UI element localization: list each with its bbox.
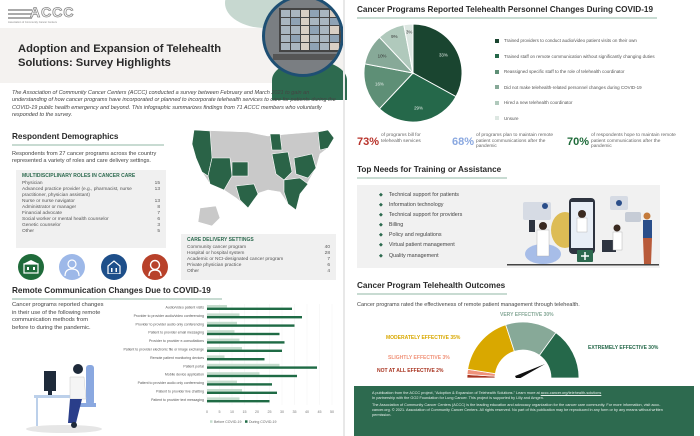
personnel-pie-chart: [362, 22, 464, 124]
need-label: Technical support for providers: [388, 212, 463, 219]
section-title: Remote Communication Changes Due to COVID-19: [12, 286, 211, 295]
diamond-bullet-icon: ◆: [379, 232, 383, 239]
logo-text: ACCC: [30, 4, 75, 20]
gauge-label-extremely: EXTREMELY EFFECTIVE 30%: [588, 345, 659, 351]
footer-copyright: The Association of Community Cancer Centers (ACCC) is the leading education and advocacy organization for the cancer care community. For more information, visit accc-cancer.org. © 2021. Association of Community Cancer Centers. All rights reserved. No part of this publication may be reproduced in any form or by any means without written permission.: [372, 403, 663, 417]
need-item: [379, 230, 462, 240]
role-count: 3: [157, 223, 160, 228]
svg-text:9%: 9%: [391, 33, 398, 39]
nurse-icon: [59, 254, 85, 280]
legend-label: Did not make telehealth-related personnel changes during COVID-19: [504, 84, 642, 90]
role-count: 13: [154, 199, 160, 204]
care-count: 6: [327, 263, 330, 268]
doctor-at-desk-illustration: [24, 355, 104, 433]
role-label: Administrator or manager: [22, 205, 77, 210]
svg-text:During COVID-19: During COVID-19: [249, 419, 277, 424]
svg-text:33%: 33%: [438, 52, 448, 58]
svg-text:50: 50: [330, 409, 334, 414]
svg-text:0: 0: [206, 409, 208, 414]
footer-text: A publication from the ACCC project, "Adoption & Expansion of Telehealth Solutions." Learn more at: [372, 391, 541, 395]
need-item: [379, 240, 462, 250]
role-row: [22, 229, 160, 235]
left-column: [0, 0, 345, 436]
svg-text:35: 35: [292, 409, 297, 414]
diamond-bullet-icon: ◆: [379, 252, 383, 259]
outcomes-heading: [357, 281, 507, 295]
logo-bars: [8, 9, 32, 21]
role-count: 15: [154, 181, 160, 186]
advocate-icon: [142, 254, 168, 280]
svg-text:Provider to provider audio/vid: Provider to provider audio/video conferencing: [133, 313, 204, 318]
need-item: [379, 190, 462, 200]
care-label: Other: [187, 269, 199, 274]
diamond-bullet-icon: ◆: [379, 202, 383, 209]
svg-text:Before COVID-19: Before COVID-19: [214, 419, 242, 424]
need-item: [379, 210, 462, 220]
gauge-label-slightly: SLIGHTLY EFFECTIVE 3%: [388, 355, 450, 361]
personnel-heading: [357, 5, 657, 19]
section-title: Respondent Demographics: [12, 132, 119, 141]
role-label: Other: [22, 229, 34, 234]
svg-text:10%: 10%: [377, 53, 387, 59]
svg-text:30: 30: [280, 409, 284, 414]
svg-text:45: 45: [317, 409, 322, 414]
role-label: Genetic counselor: [22, 223, 61, 228]
video-grid: [279, 8, 341, 52]
footer-link[interactable]: accc-cancer.org/telehealth-solutions: [540, 391, 602, 395]
role-count: 5: [157, 229, 160, 234]
svg-text:40: 40: [305, 409, 309, 414]
svg-text:25: 25: [267, 409, 272, 414]
legend-swatch: [495, 116, 499, 120]
svg-text:20: 20: [255, 409, 259, 414]
svg-text:16%: 16%: [375, 81, 384, 87]
need-item: [379, 220, 462, 230]
stat-respondents-maintain: [567, 133, 687, 150]
svg-text:5: 5: [218, 409, 221, 414]
svg-text:Patient to provider electronic: Patient to provider electronic file or image exchange: [123, 347, 204, 352]
stat-value: 68%: [452, 136, 475, 148]
care-count: 7: [327, 257, 330, 262]
need-label: Information technology: [388, 202, 444, 209]
svg-text:Provider to provider audio onl: Provider to provider audio only conferencing: [135, 322, 204, 327]
stat-programs-maintain: [452, 133, 567, 150]
svg-text:Patient portal: Patient portal: [183, 364, 204, 369]
need-label: Billing: [388, 222, 404, 229]
care-label: Community cancer program: [187, 245, 247, 250]
svg-text:Remote patient monitoring devi: Remote patient monitoring devices: [150, 355, 204, 360]
care-label: Hospital or hospital system: [187, 251, 245, 256]
legend-label: Unsure: [504, 115, 519, 121]
section-rule: [12, 144, 164, 146]
footer-text: In partnership with the GO2 Foundation for Lung Cancer. This project is supported by Lilly and Amgen.: [372, 396, 544, 400]
diamond-bullet-icon: ◆: [379, 212, 383, 219]
svg-text:29%: 29%: [414, 105, 423, 111]
role-row: [22, 187, 160, 199]
role-icons-row: [18, 254, 168, 280]
role-count: 8: [157, 205, 160, 210]
role-label: Advanced practice provider (e.g., pharmacist, nurse practitioner, physician assistant): [22, 187, 132, 198]
section-rule: [357, 177, 507, 179]
role-label: Financial advocate: [22, 211, 62, 216]
remote-comm-heading: [12, 286, 222, 300]
legend-swatch: [495, 101, 499, 105]
svg-text:Patient to provider audio only: Patient to provider audio only conferencing: [137, 381, 204, 386]
care-count: 40: [324, 245, 330, 250]
svg-text:Mobile device application: Mobile device application: [164, 372, 204, 377]
pie-legend: [495, 33, 695, 126]
roles-heading: MULTIDISCIPLINARY ROLES IN CANCER CARE: [22, 173, 136, 179]
diamond-bullet-icon: ◆: [379, 222, 383, 229]
need-label: Policy and regulations: [388, 232, 442, 239]
legend-item: [495, 33, 695, 49]
legend-item: [495, 95, 695, 111]
role-label: Physician: [22, 181, 43, 186]
intro-paragraph: The Association of Community Cancer Centers (ACCC) conducted a survey between February and March 2021 to gain an understanding of how cancer programs have incorporated or planned to incorporate telehealth services to care for patients during the COVID-19 public health emergency and beyond. This infographic summarizes findings from 71 ACCC members who voluntarily responded to the survey.: [12, 90, 336, 119]
hospital-icon: [101, 254, 127, 280]
legend-swatch: [495, 54, 499, 58]
need-item: [379, 251, 462, 261]
demographics-text: Respondents from 27 cancer programs across the country represented a variety of roles and care delivery settings.: [12, 151, 157, 165]
diamond-bullet-icon: ◆: [379, 192, 383, 198]
us-respondent-map: [188, 128, 338, 230]
care-settings-heading: CARE DELIVERY SETTINGS: [187, 237, 254, 243]
legend-label: Reassigned specific staff to the role of telehealth coordinator: [504, 69, 625, 75]
section-rule: [357, 293, 507, 295]
needs-heading: [357, 165, 507, 179]
svg-text:Provider to provider e-consult: Provider to provider e-consultations: [148, 339, 204, 344]
care-label: Academic or NCI-designated cancer program: [187, 257, 284, 262]
effectiveness-gauge-chart: [463, 318, 583, 378]
legend-swatch: [495, 39, 499, 43]
need-label: Technical support for patients: [388, 192, 459, 198]
section-title: Cancer Programs Reported Telehealth Personnel Changes During COVID-19: [357, 5, 654, 14]
page-title: Adoption and Expansion of Telehealth Solutions: Survey Highlights: [18, 43, 222, 69]
legend-label: Hired a new telehealth coordinator: [504, 100, 573, 106]
gauge-label-very: VERY EFFECTIVE 30%: [500, 312, 554, 318]
legend-item: [495, 111, 695, 127]
stat-value: 70%: [567, 136, 590, 148]
stat-text: of respondents hope to maintain remote patient communications after the pandemic: [591, 133, 676, 150]
community-center-icon: [18, 254, 44, 280]
needs-list: [379, 190, 462, 261]
svg-text:10: 10: [230, 409, 234, 414]
section-rule: [357, 17, 657, 19]
need-label: Virtual patient management: [388, 242, 455, 249]
laptop-keyboard: [273, 54, 343, 60]
legend-label: Trained providers to conduct audio/video patient visits on their own: [504, 38, 637, 44]
svg-text:Patient to provider text messa: Patient to provider text messaging: [151, 397, 204, 402]
role-count: 6: [157, 217, 160, 222]
logo-subtitle: Association of Community Cancer Centers: [8, 21, 57, 24]
remote-comm-text: Cancer programs reported changes in their use of the following remote communication methods from before to during the pandemic.: [12, 302, 104, 331]
footer-publication: [372, 391, 676, 401]
legend-item: [495, 80, 695, 96]
diamond-bullet-icon: ◆: [379, 242, 383, 249]
care-row: [187, 269, 330, 275]
section-title: Cancer Program Telehealth Outcomes: [357, 281, 506, 290]
legend-item: [495, 64, 695, 80]
svg-text:Audio/video patient visits: Audio/video patient visits: [165, 305, 204, 310]
role-label: Social worker or mental health counselor: [22, 217, 109, 222]
gauge-label-not-at-all: NOT AT ALL EFFECTIVE 2%: [377, 368, 444, 374]
stat-text: of programs plan to maintain remote patient communications after the pandemic: [476, 133, 554, 150]
care-label: Private physician practice: [187, 263, 242, 268]
footer: [354, 386, 694, 436]
key-stats: [357, 133, 697, 150]
role-label: Nurse or nurse navigator: [22, 199, 75, 204]
svg-text:15: 15: [242, 409, 247, 414]
svg-text:Patient to provider email mess: Patient to provider email messaging: [148, 330, 204, 335]
remote-comm-bar-chart: [110, 300, 340, 430]
stat-billing: [357, 133, 452, 150]
role-count: 13: [154, 187, 160, 192]
svg-text:Patient to provider live chatt: Patient to provider live chatting: [156, 389, 204, 394]
roles-box: [16, 170, 166, 248]
legend-label: Trained staff on remote communication without significantly changing duties: [504, 53, 655, 59]
right-column: [345, 0, 700, 436]
need-item: [379, 200, 462, 210]
role-count: 7: [157, 211, 160, 216]
legend-swatch: [495, 85, 499, 89]
section-title: Top Needs for Training or Assistance: [357, 165, 502, 174]
care-settings-box: [181, 234, 336, 280]
svg-text:3%: 3%: [405, 29, 413, 35]
legend-item: [495, 49, 695, 65]
needs-box: [357, 185, 660, 268]
care-count: 28: [324, 251, 330, 256]
demographics-heading: [12, 132, 164, 146]
need-label: Quality management: [388, 252, 439, 259]
gauge-label-moderately: MODERATELY EFFECTIVE 35%: [386, 335, 461, 341]
accc-logo: [8, 4, 75, 24]
care-count: 4: [327, 269, 330, 274]
telehealth-illustration: [507, 188, 659, 266]
stat-value: 73%: [357, 136, 380, 148]
legend-swatch: [495, 70, 499, 74]
stat-text: of programs bill for telehealth services: [381, 133, 421, 144]
outcomes-text: Cancer programs rated the effectiveness of remote patient management through telehealth.: [357, 302, 580, 308]
